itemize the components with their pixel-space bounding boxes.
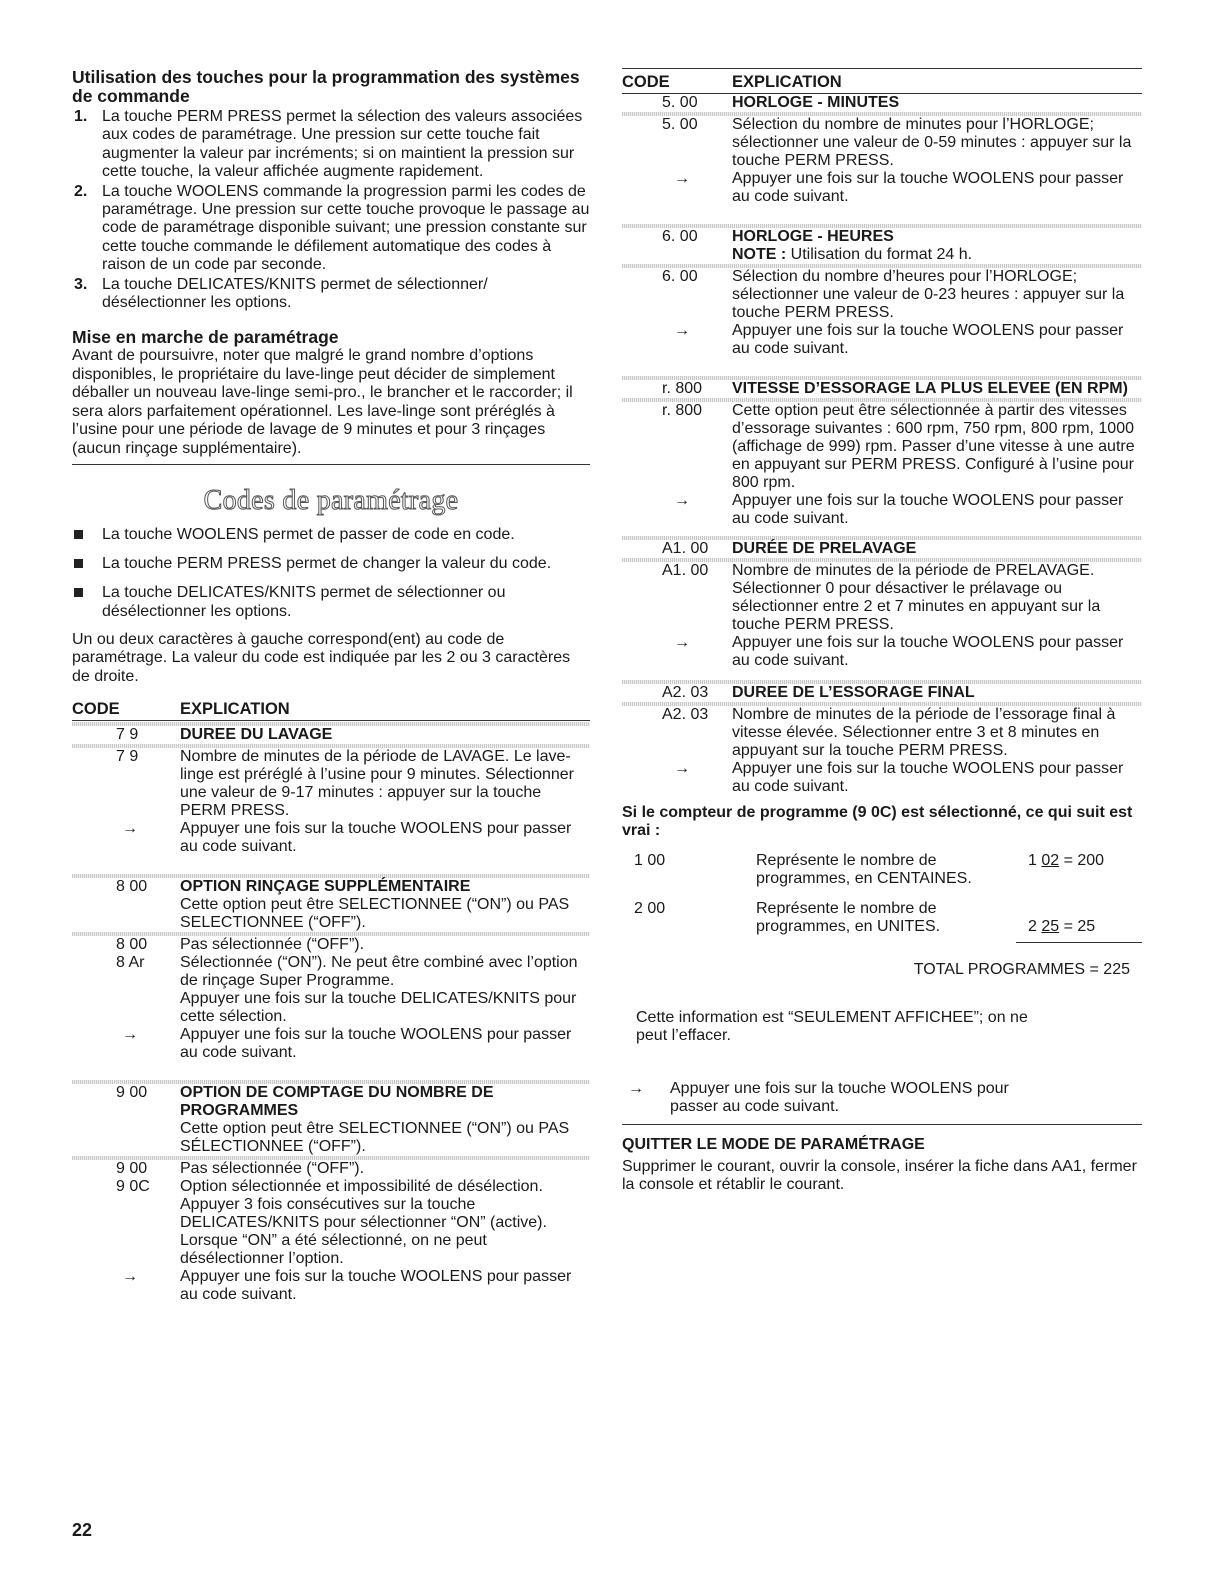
table-row: 1 00 Représente le nombre de programmes, en CENTAINES. 1 02 = 200 xyxy=(634,852,1105,887)
quit-text: Supprimer le courant, ouvrir la console, insérer la fiche dans AA1, fermer la console et rétablir le courant. xyxy=(622,1157,1137,1194)
table-row: Appuyer une fois sur la touche DELICATES/KNITS pour cette sélection. xyxy=(180,990,577,1026)
table-row: NOTE : Utilisation du format 24 h. xyxy=(732,246,973,263)
arrow-icon: → xyxy=(674,634,690,651)
arrow-icon: → xyxy=(122,820,138,838)
arrow-icon: → xyxy=(674,492,690,509)
table-row: → Appuyer une fois sur la touche WOOLENS pour passer au code suivant. xyxy=(72,1268,590,1304)
divider xyxy=(1016,942,1142,943)
table-row: 7 9 DUREE DU LAVAGE xyxy=(116,726,333,744)
table-row: 2 00 Représente le nombre de programmes, en UNITES. 2 25 = 25 xyxy=(634,900,1096,935)
table-row: 8 Ar Sélectionnée (“ON”). Ne peut être combiné avec l’option de rinçage Super Programme. xyxy=(116,954,578,990)
list-item: La touche PERM PRESS permet de changer la valeur du code. xyxy=(72,554,590,573)
arrow-icon: → xyxy=(674,170,690,187)
counter-heading: Si le compteur de programme (9 0C) est sélectionné, ce qui suit est vrai : xyxy=(622,804,1133,839)
list-item: La touche WOOLENS permet de passer de code en code. xyxy=(72,525,590,544)
program-counter-table xyxy=(622,852,1142,979)
arrow-icon: → xyxy=(674,322,690,339)
table-row: → Appuyer une fois sur la touche WOOLENS pour passer au code suivant. xyxy=(622,322,1142,358)
table-row: → Appuyer une fois sur la touche WOOLENS pour passer au code suivant. xyxy=(72,820,590,856)
list-item: 2. La touche WOOLENS commande la progression parmi les codes de paramétrage. Une pression sur cette touche provoque le passage au code de paramétrage disponible suivant; une pression constante sur cette touche commande le défilement automatique des codes à raison de un code par seconde. xyxy=(74,182,590,274)
table-row: 5. 00 Sélection du nombre de minutes pour l’HORLOGE; sélectionner une valeur de 0-59 minutes : appuyer sur la touche PERM PRESS. xyxy=(662,116,1132,169)
section-title: Codes de paramétrage xyxy=(203,484,459,516)
table-row: → Appuyer une fois sur la touche WOOLENS pour passer au code suivant. xyxy=(622,634,1142,670)
table-row: Cette option peut être SELECTIONNEE (“ON”) ou PAS SÉLECTIONNEE (“OFF”). xyxy=(180,1120,570,1156)
bullet-list xyxy=(72,525,590,621)
table-row: → Appuyer une fois sur la touche WOOLENS pour passer au code suivant. xyxy=(72,1026,590,1062)
table-row: → Appuyer une fois sur la touche WOOLENS pour passer au code suivant. xyxy=(622,492,1142,528)
table-row: 9 0C Option sélectionnée et impossibilité de désélection. xyxy=(116,1178,543,1196)
table-row: 8 00 Pas sélectionnée (“OFF”). xyxy=(116,936,365,954)
arrow-icon: → xyxy=(122,1026,138,1044)
arrow-icon: → xyxy=(674,760,690,777)
table-row: 5. 00 HORLOGE - MINUTES xyxy=(662,94,900,111)
right-column xyxy=(622,68,1142,1195)
arrow-icon: → xyxy=(122,1268,138,1286)
table-row: r. 800 VITESSE D’ESSORAGE LA PLUS ELEVEE (EN RPM) xyxy=(662,380,1128,397)
table-row: → Appuyer une fois sur la touche WOOLENS pour passer au code suivant. xyxy=(622,760,1142,796)
intro-paragraph: Avant de poursuivre, noter que malgré le grand nombre d’options disponibles, le propriétaire du lave-linge peut décider de simplement déballer un nouveau lave-linge semi-pro., le brancher et le raccorder; il sera alors parfaitement opérationnel. Les lave-linge sont préréglés à l’usine pour une période de lavage de 9 minutes et pour 3 rinçages (aucun rinçage supplémentaire). xyxy=(72,347,573,457)
table-row: 9 00 OPTION DE COMPTAGE DU NOMBRE DE PROGRAMMES xyxy=(116,1084,494,1120)
left-column xyxy=(72,68,590,1304)
table-row: Cette option peut être SELECTIONNEE (“ON”) ou PAS SELECTIONNEE (“OFF”). xyxy=(180,896,570,932)
table-header: CODE EXPLICATION xyxy=(72,700,590,721)
table-row: 6. 00 Sélection du nombre d’heures pour l’HORLOGE; sélectionner une valeur de 0-23 heures : appuyer sur la touche PERM PRESS. xyxy=(662,268,1125,321)
table-row: r. 800 Cette option peut être sélectionnée à partir des vitesses d’essorage suivantes : 600 rpm, 750 rpm, 800 rpm, 1000 (affichage de 999) rpm. Passer d’une vitesse à une autre en appuyant sur PERM PRESS. Configuré à l’usine pour 800 rpm. xyxy=(662,402,1135,491)
table-row: 9 00 Pas sélectionnée (“OFF”). xyxy=(116,1160,365,1178)
info-text: Cette information est “SEULEMENT AFFICHEE”; on ne peut l’effacer. xyxy=(636,1009,1028,1045)
table-header: CODE EXPLICATION xyxy=(622,73,1142,94)
heading-key-usage: Utilisation des touches pour la programmation des systèmes de commande xyxy=(72,67,580,106)
table-row: A2. 03 DUREE DE L’ESSORAGE FINAL xyxy=(662,684,975,701)
table-row: Appuyer 3 fois consécutives sur la touche DELICATES/KNITS pour sélectionner “ON” (active). Lorsque “ON” a été sélectionné, on ne peut désélectionner l’option. xyxy=(180,1196,547,1268)
total-programs: TOTAL PROGRAMMES = 225 xyxy=(913,961,1130,978)
list-item: 3. La touche DELICATES/KNITS permet de sélectionner/ désélectionner les options. xyxy=(74,275,488,312)
quit-heading: QUITTER LE MODE DE PARAMÉTRAGE xyxy=(622,1135,925,1153)
table-row: 8 00 OPTION RINÇAGE SUPPLÉMENTAIRE xyxy=(116,878,471,896)
steps-list xyxy=(72,108,590,312)
heading-setup-start: Mise en marche de paramétrage xyxy=(72,327,339,348)
code-explanation-paragraph: Un ou deux caractères à gauche correspond(ent) au code de paramétrage. La valeur du code est indiquée par les 2 ou 3 caractères de droite. xyxy=(72,630,571,685)
list-item: 1. La touche PERM PRESS permet la sélection des valeurs associées aux codes de paramétrage. Une pression sur cette touche fait augmenter la valeur par incréments; si on maintient la pression sur cette touche, la valeur affichée augmente rapidement. xyxy=(74,108,583,181)
table-row: A2. 03 Nombre de minutes de la période de l’essorage final à vitesse élevée. Sélectionner entre 3 et 8 minutes en appuyant sur la touche PERM PRESS. xyxy=(662,706,1116,759)
divider xyxy=(72,464,590,465)
table-row: A1. 00 DURÉE DE PRELAVAGE xyxy=(662,540,917,557)
table-row: 7 9 Nombre de minutes de la période de LAVAGE. Le lave-linge est préréglé à l’usine pour 9 minutes. Sélectionner une valeur de 9-17 minutes : appuyer sur la touche PERM PRESS. xyxy=(116,748,575,820)
list-item: La touche DELICATES/KNITS permet de sélectionner ou désélectionner les options. xyxy=(72,583,590,621)
arrow-icon: → xyxy=(628,1079,644,1097)
divider xyxy=(622,68,1142,69)
table-row: → Appuyer une fois sur la touche WOOLENS pour passer au code suivant. xyxy=(622,170,1142,206)
table-row: 6. 00 HORLOGE - HEURES xyxy=(662,228,894,245)
table-row: → Appuyer une fois sur la touche WOOLENS pour passer au code suivant. xyxy=(622,1080,1142,1116)
bullet-square-icon xyxy=(74,588,83,597)
bullet-square-icon xyxy=(74,530,83,539)
bullet-square-icon xyxy=(74,559,83,568)
page-number: 22 xyxy=(72,1520,93,1540)
table-row: A1. 00 Nombre de minutes de la période de PRELAVAGE. Sélectionner 0 pour désactiver le prélavage ou sélectionner entre 2 et 7 minutes en appuyant sur la touche PERM PRESS. xyxy=(662,562,1101,633)
divider xyxy=(622,1124,1142,1125)
code-table-left xyxy=(72,700,590,1304)
